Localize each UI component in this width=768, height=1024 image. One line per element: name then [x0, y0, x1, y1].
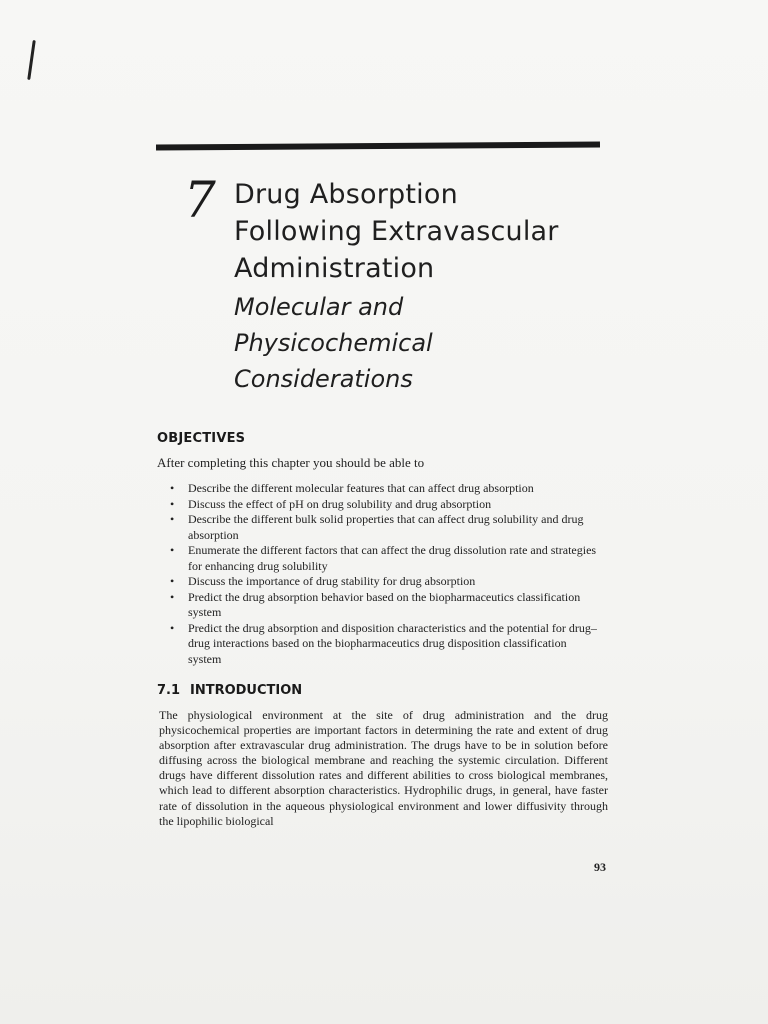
chapter-title-block [234, 176, 634, 397]
chapter-subtitle-line: Considerations [234, 365, 413, 393]
section-heading [157, 683, 302, 698]
objective-text: Predict the drug absorption and disposition characteristics and the potential for drug–drug interactions based on the biopharmaceutics drug disposition classification system [188, 620, 597, 666]
section-title: INTRODUCTION [190, 683, 303, 698]
objective-item [170, 621, 600, 668]
objective-item [170, 512, 600, 543]
bullet-icon: • [170, 481, 175, 495]
section-number: 7.1 [157, 683, 181, 698]
objective-text: Enumerate the different factors that can affect the drug dissolution rate and strategies for enhancing drug solubility [188, 543, 597, 573]
objective-item [170, 543, 600, 574]
chapter-subtitle-line: Physicochemical [234, 329, 433, 357]
objective-text: Discuss the effect of pH on drug solubility and drug absorption [188, 496, 492, 511]
objectives-intro: After completing this chapter you should be able to [157, 455, 425, 470]
objective-item [170, 574, 600, 590]
objective-text: Predict the drug absorption behavior based on the biopharmaceutics classification system [188, 589, 581, 619]
objective-text: Discuss the importance of drug stability for drug absorption [188, 574, 476, 588]
pen-mark [27, 40, 36, 80]
bullet-icon: • [170, 512, 175, 526]
bullet-icon: • [170, 620, 175, 635]
bullet-icon: • [170, 543, 175, 557]
chapter-title-line: Following Extravascular [234, 216, 559, 247]
chapter-top-rule [156, 141, 600, 150]
chapter-number: 7 [184, 171, 216, 229]
bullet-icon: • [170, 574, 175, 588]
objective-item [170, 481, 600, 497]
objective-item [170, 497, 600, 513]
objective-item [170, 590, 600, 621]
objectives-heading: OBJECTIVES [157, 431, 246, 446]
page-number: 93 [594, 860, 606, 874]
bullet-icon: • [170, 496, 175, 511]
introduction-paragraph: The physiological environment at the site of drug administration and the drug physicochemical properties are important factors in determining the rate and extent of drug absorption after extravascular drug administration. The drugs have to be in solution before diffusing across the biological membrane and reaching the systemic circulation. Different drugs have different dissolution rates and different abilities to cross biological membranes, which lead to different absorption characteristics. Hydrophilic drugs, in general, have faster rate of dissolution in the aqueous physiological environment and lower diffusivity through the lipophilic biological [159, 708, 608, 828]
objective-text: Describe the different molecular features that can affect drug absorption [188, 481, 534, 495]
chapter-title-line: Drug Absorption [234, 179, 458, 210]
objectives-list [170, 481, 600, 667]
chapter-subtitle-line: Molecular and [234, 293, 404, 321]
chapter-subtitle [234, 289, 634, 397]
objective-text: Describe the different bulk solid properties that can affect drug solubility and drug absorption [188, 512, 584, 542]
bullet-icon: • [170, 589, 175, 604]
chapter-title-line: Administration [234, 253, 435, 284]
